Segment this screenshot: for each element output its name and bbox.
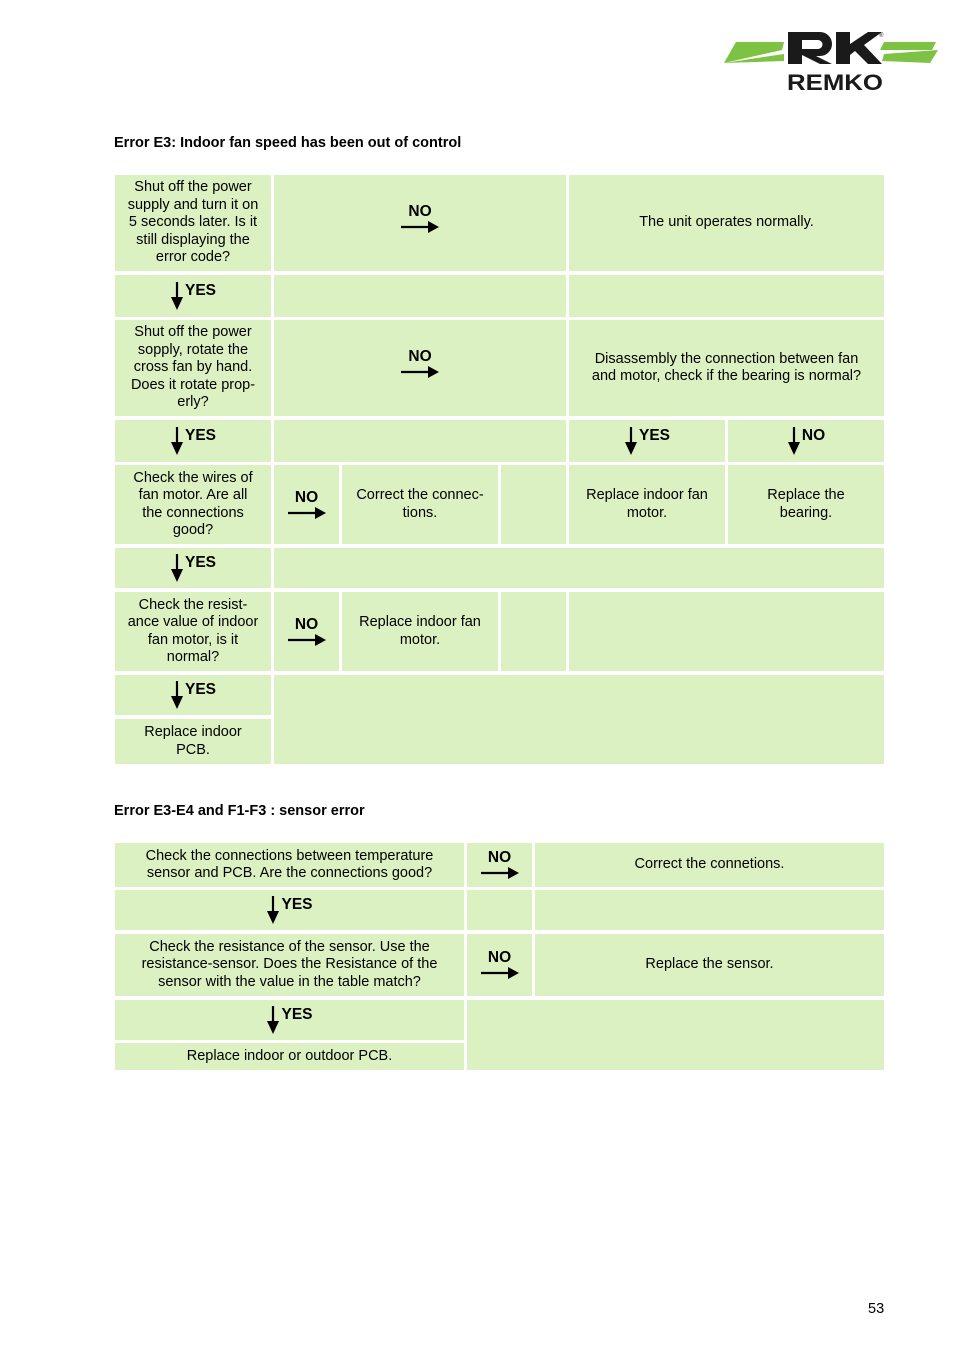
yes-arrow-4: YES bbox=[115, 675, 271, 715]
no-arrow-2: NO bbox=[274, 320, 566, 416]
question-4: Check the resist- ance value of indoor fan motor, is it normal? bbox=[115, 592, 271, 671]
empty-cell bbox=[467, 890, 532, 930]
arrow-down-icon bbox=[266, 896, 280, 924]
empty-cell bbox=[467, 1000, 884, 1070]
result-2: Disassembly the connection between fan and motor, check if the bearing is normal? bbox=[569, 320, 884, 416]
question-3: Check the wires of fan motor. Are all the connections good? bbox=[115, 465, 271, 544]
page-number: 53 bbox=[868, 1301, 885, 1317]
arrow-down-icon bbox=[170, 554, 184, 582]
s2-action-2: Replace the sensor. bbox=[535, 934, 884, 996]
s2-final-action: Replace indoor or outdoor PCB. bbox=[115, 1043, 464, 1070]
result-yes: Replace indoor fan motor. bbox=[569, 465, 725, 544]
empty-cell bbox=[501, 465, 566, 544]
empty-cell bbox=[569, 275, 884, 317]
arrow-right-icon bbox=[401, 220, 439, 234]
remko-logo bbox=[724, 30, 938, 94]
result-1: The unit operates normally. bbox=[569, 175, 884, 271]
yes-arrow-1: YES bbox=[115, 275, 271, 317]
empty-cell bbox=[274, 420, 566, 462]
empty-cell bbox=[274, 548, 884, 588]
yes-arrow-2: YES bbox=[115, 420, 271, 462]
arrow-right-icon bbox=[288, 506, 326, 520]
yes-arrow-3: YES bbox=[115, 548, 271, 588]
empty-cell bbox=[274, 675, 884, 764]
arrow-down-icon bbox=[170, 427, 184, 455]
arrow-down-icon bbox=[266, 1006, 280, 1034]
no-arrow-3: NO bbox=[274, 465, 339, 544]
empty-cell bbox=[501, 592, 566, 671]
arrow-right-icon bbox=[481, 866, 519, 880]
no-arrow-bearing: NO bbox=[728, 420, 884, 462]
arrow-down-icon bbox=[624, 427, 638, 455]
s2-yes-arrow-1: YES bbox=[115, 890, 464, 930]
s2-action-1: Correct the connetions. bbox=[535, 843, 884, 887]
s2-question-2: Check the resistance of the sensor. Use the resistance-sensor. Does the Resistance of the sensor with the value in the table match? bbox=[115, 934, 464, 996]
arrow-right-icon bbox=[288, 633, 326, 647]
action-3: Correct the connec- tions. bbox=[342, 465, 498, 544]
empty-cell bbox=[569, 592, 884, 671]
s2-question-1: Check the connections between temperature sensor and PCB. Are the connections good? bbox=[115, 843, 464, 887]
registered-mark: ® bbox=[879, 33, 884, 39]
arrow-down-icon bbox=[170, 681, 184, 709]
question-1: Shut off the power supply and turn it on 5 seconds later. Is it still displaying the error code? bbox=[115, 175, 271, 271]
empty-cell bbox=[274, 275, 566, 317]
section2-heading: Error E3-E4 and F1-F3 : sensor error bbox=[114, 803, 365, 819]
arrow-down-icon bbox=[170, 282, 184, 310]
yes-arrow-bearing: YES bbox=[569, 420, 725, 462]
arrow-right-icon bbox=[401, 365, 439, 379]
no-arrow-1: NO bbox=[274, 175, 566, 271]
question-2: Shut off the power sopply, rotate the cross fan by hand. Does it rotate prop- erly? bbox=[115, 320, 271, 416]
action-4: Replace indoor fan motor. bbox=[342, 592, 498, 671]
section1-heading: Error E3: Indoor fan speed has been out of control bbox=[114, 135, 462, 151]
result-no: Replace the bearing. bbox=[728, 465, 884, 544]
final-action-1: Replace indoor PCB. bbox=[115, 719, 271, 764]
s2-no-arrow-1: NO bbox=[467, 843, 532, 887]
logo-text: REMKO bbox=[787, 70, 883, 94]
arrow-right-icon bbox=[481, 966, 519, 980]
empty-cell bbox=[535, 890, 884, 930]
arrow-down-icon bbox=[787, 427, 801, 455]
s2-no-arrow-2: NO bbox=[467, 934, 532, 996]
no-arrow-4: NO bbox=[274, 592, 339, 671]
s2-yes-arrow-2: YES bbox=[115, 1000, 464, 1040]
